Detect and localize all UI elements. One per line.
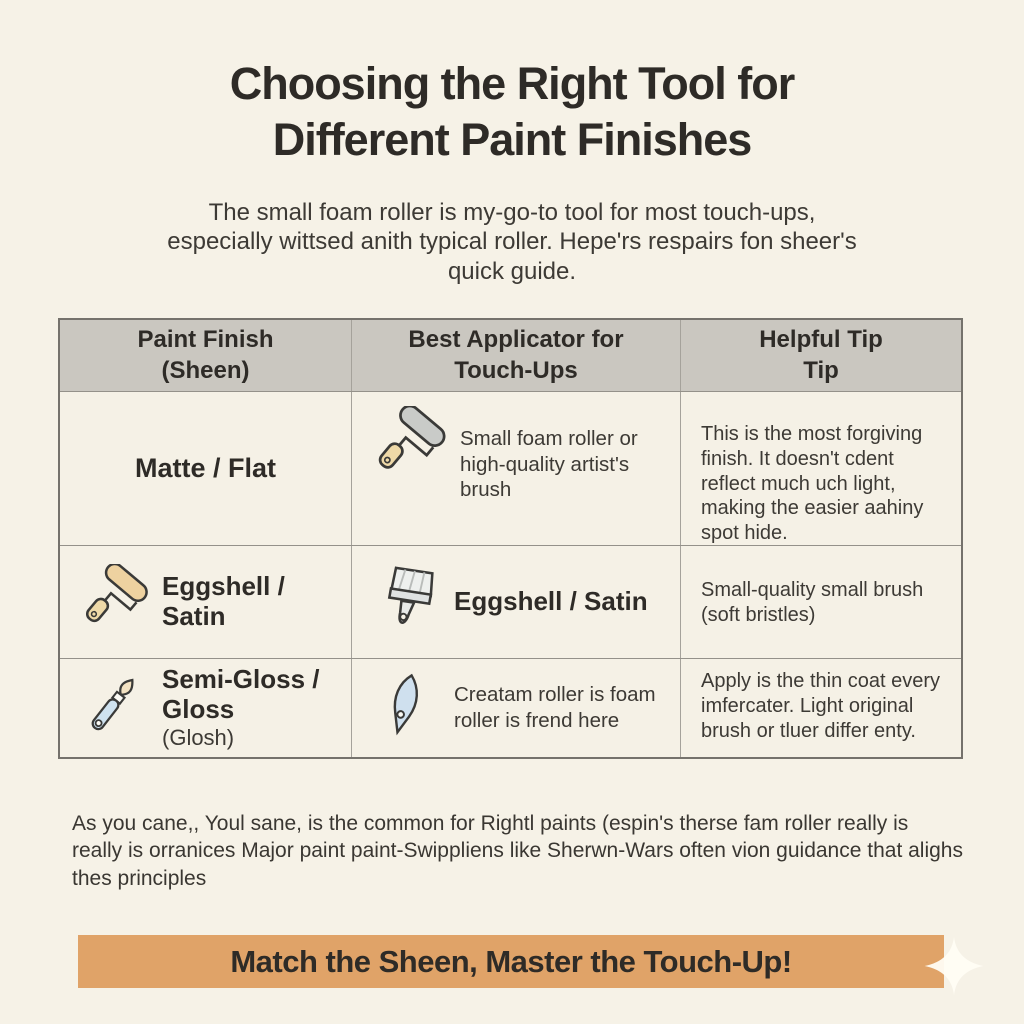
banner bbox=[78, 935, 944, 988]
header-helpful-tip bbox=[680, 320, 961, 391]
finish-text: Semi-Gloss / Gloss bbox=[162, 664, 320, 724]
pen-nib-icon bbox=[368, 670, 444, 746]
header-text: Paint Finish bbox=[137, 326, 274, 354]
finish-text-block bbox=[162, 665, 351, 751]
finish-text: Eggshell / Satin bbox=[162, 571, 285, 631]
applicator-text: Small foam roller or high-quality artist's brush bbox=[460, 427, 638, 502]
finish-cell: Matte / Flat bbox=[134, 453, 276, 483]
intro-paragraph: The small foam roller is my-go-to tool for most touch-ups, especially wittsed anith typical roller. Hepe'rs respairs fon sheer's quick guide. bbox=[167, 199, 857, 285]
flat-paintbrush-icon bbox=[368, 564, 444, 640]
header-text: (Sheen) bbox=[161, 356, 250, 384]
page-title bbox=[0, 56, 1024, 168]
tip-cell: This is the most forgiving finish. It doesn't cdent reflect much uch light, making the easier aahiny spot hide. bbox=[680, 392, 961, 545]
footer-note: As you cane,, Youl sane, is the common for Rightl paints (espin's therse fam roller really is really is orranices Major paint paint-Swippliens like Sherwn-Wars often vion guidance that alighs thes principles bbox=[72, 812, 963, 890]
title-line-1: Choosing the Right Tool for bbox=[229, 58, 795, 109]
paint-roller-tan-icon bbox=[76, 564, 152, 640]
header-text: Touch-Ups bbox=[454, 356, 578, 384]
header-paint-finish bbox=[60, 320, 351, 391]
applicator-cell bbox=[351, 546, 680, 658]
applicator-cell bbox=[351, 659, 680, 757]
header-text: Tip bbox=[803, 356, 839, 384]
paint-roller-gray-icon bbox=[368, 406, 450, 488]
applicator-text: Creatam roller is foam roller is frend here bbox=[454, 683, 656, 732]
tip-cell: Apply is the thin coat every imfercater. Light original brush or tluer differ enty. bbox=[680, 659, 961, 757]
applicator-cell bbox=[351, 392, 680, 545]
banner-text: Match the Sheen, Master the Touch-Up! bbox=[230, 943, 792, 979]
tip-cell: Small-quality small brush (soft bristles) bbox=[680, 546, 961, 658]
artist-brush-icon bbox=[76, 670, 152, 746]
sparkle-icon bbox=[922, 934, 986, 998]
finish-cell bbox=[60, 546, 351, 658]
header-best-applicator bbox=[351, 320, 680, 391]
title-line-2: Different Paint Finishes bbox=[272, 113, 752, 165]
table-row-eggshell bbox=[60, 545, 961, 658]
paint-finish-table bbox=[58, 318, 963, 759]
finish-subtext: (Glosh) bbox=[162, 724, 235, 750]
header-text: Best Applicator for bbox=[408, 326, 624, 354]
table-row-matte bbox=[60, 391, 961, 545]
applicator-text: Eggshell / Satin bbox=[454, 586, 648, 617]
table-header-row bbox=[60, 320, 961, 391]
table-row-semigloss bbox=[60, 658, 961, 757]
header-text: Helpful Tip bbox=[759, 326, 883, 354]
finish-cell bbox=[60, 659, 351, 757]
